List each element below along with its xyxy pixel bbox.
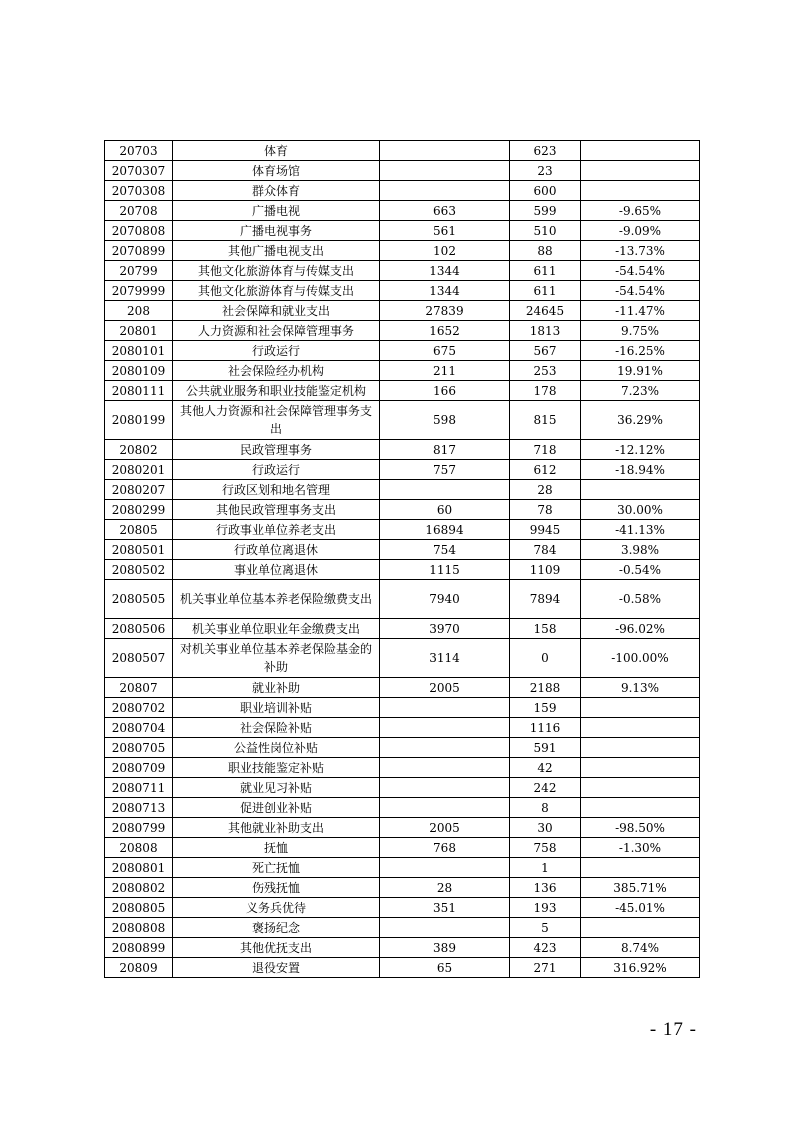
subject-name-cell: 行政事业单位养老支出: [173, 520, 380, 540]
subject-code-cell: 2080704: [105, 718, 173, 738]
subject-name-cell: 行政运行: [173, 341, 380, 361]
subject-name-cell: 体育: [173, 141, 380, 161]
table-row: [105, 201, 700, 221]
amount-b-cell: 271: [510, 958, 581, 978]
amount-b-cell: 758: [510, 838, 581, 858]
amount-b-cell: 30: [510, 818, 581, 838]
amount-a-cell: 1115: [380, 560, 510, 580]
amount-a-cell: [380, 798, 510, 818]
amount-b-cell: 423: [510, 938, 581, 958]
table-row: [105, 361, 700, 381]
subject-name-cell: 义务兵优待: [173, 898, 380, 918]
subject-code-cell: 2080899: [105, 938, 173, 958]
table-row: [105, 818, 700, 838]
subject-name-cell: 人力资源和社会保障管理事务: [173, 321, 380, 341]
change-rate-cell: 9.75%: [581, 321, 700, 341]
change-rate-cell: [581, 181, 700, 201]
change-rate-cell: -54.54%: [581, 281, 700, 301]
amount-a-cell: 166: [380, 381, 510, 401]
table-row: [105, 718, 700, 738]
amount-a-cell: 65: [380, 958, 510, 978]
table-row: [105, 619, 700, 639]
table-row: [105, 838, 700, 858]
amount-a-cell: [380, 718, 510, 738]
amount-b-cell: 600: [510, 181, 581, 201]
amount-b-cell: 9945: [510, 520, 581, 540]
subject-name-cell: 其他人力资源和社会保障管理事务支出: [173, 401, 380, 440]
subject-name-cell: 促进创业补贴: [173, 798, 380, 818]
table-row: [105, 460, 700, 480]
subject-code-cell: 20808: [105, 838, 173, 858]
change-rate-cell: [581, 918, 700, 938]
amount-a-cell: 2005: [380, 678, 510, 698]
amount-b-cell: 88: [510, 241, 581, 261]
change-rate-cell: -41.13%: [581, 520, 700, 540]
amount-b-cell: 611: [510, 281, 581, 301]
subject-code-cell: 2080101: [105, 341, 173, 361]
amount-b-cell: 623: [510, 141, 581, 161]
subject-code-cell: 2070307: [105, 161, 173, 181]
amount-b-cell: 611: [510, 261, 581, 281]
change-rate-cell: [581, 758, 700, 778]
change-rate-cell: 3.98%: [581, 540, 700, 560]
subject-name-cell: 广播电视事务: [173, 221, 380, 241]
table-row: [105, 241, 700, 261]
table-row: [105, 918, 700, 938]
subject-code-cell: 2080702: [105, 698, 173, 718]
subject-name-cell: 民政管理事务: [173, 440, 380, 460]
amount-b-cell: 815: [510, 401, 581, 440]
amount-a-cell: 102: [380, 241, 510, 261]
amount-a-cell: 7940: [380, 580, 510, 619]
subject-name-cell: 职业培训补贴: [173, 698, 380, 718]
amount-a-cell: 598: [380, 401, 510, 440]
amount-a-cell: [380, 778, 510, 798]
subject-name-cell: 死亡抚恤: [173, 858, 380, 878]
change-rate-cell: -0.54%: [581, 560, 700, 580]
subject-code-cell: 2080201: [105, 460, 173, 480]
subject-code-cell: 2080207: [105, 480, 173, 500]
amount-a-cell: 28: [380, 878, 510, 898]
subject-code-cell: 20807: [105, 678, 173, 698]
subject-code-cell: 2080507: [105, 639, 173, 678]
amount-a-cell: [380, 181, 510, 201]
subject-code-cell: 20805: [105, 520, 173, 540]
subject-name-cell: 公益性岗位补贴: [173, 738, 380, 758]
amount-a-cell: [380, 161, 510, 181]
amount-a-cell: 754: [380, 540, 510, 560]
table-row: [105, 758, 700, 778]
table-row: [105, 958, 700, 978]
subject-name-cell: 褒扬纪念: [173, 918, 380, 938]
amount-b-cell: 510: [510, 221, 581, 241]
change-rate-cell: 30.00%: [581, 500, 700, 520]
table-row: [105, 798, 700, 818]
table-row: [105, 639, 700, 678]
change-rate-cell: [581, 778, 700, 798]
table-row: [105, 878, 700, 898]
table-row: [105, 261, 700, 281]
subject-name-cell: 就业补助: [173, 678, 380, 698]
change-rate-cell: [581, 698, 700, 718]
subject-code-cell: 2080711: [105, 778, 173, 798]
subject-name-cell: 伤残抚恤: [173, 878, 380, 898]
amount-a-cell: 1652: [380, 321, 510, 341]
change-rate-cell: [581, 718, 700, 738]
table-row: [105, 141, 700, 161]
amount-b-cell: 5: [510, 918, 581, 938]
amount-a-cell: [380, 738, 510, 758]
subject-code-cell: 2080802: [105, 878, 173, 898]
table-row: [105, 898, 700, 918]
change-rate-cell: [581, 480, 700, 500]
amount-b-cell: 718: [510, 440, 581, 460]
change-rate-cell: -54.54%: [581, 261, 700, 281]
amount-b-cell: 0: [510, 639, 581, 678]
amount-b-cell: 8: [510, 798, 581, 818]
table-row: [105, 858, 700, 878]
amount-a-cell: 60: [380, 500, 510, 520]
page-number: - 17 -: [649, 1019, 697, 1040]
subject-code-cell: 20708: [105, 201, 173, 221]
change-rate-cell: 385.71%: [581, 878, 700, 898]
subject-name-cell: 其他文化旅游体育与传媒支出: [173, 281, 380, 301]
table-row: [105, 301, 700, 321]
table-row: [105, 480, 700, 500]
subject-code-cell: 2080801: [105, 858, 173, 878]
change-rate-cell: [581, 858, 700, 878]
amount-a-cell: 389: [380, 938, 510, 958]
subject-name-cell: 其他就业补助支出: [173, 818, 380, 838]
change-rate-cell: -16.25%: [581, 341, 700, 361]
amount-b-cell: 599: [510, 201, 581, 221]
table-row: [105, 161, 700, 181]
subject-name-cell: 社会保障和就业支出: [173, 301, 380, 321]
table-row: [105, 281, 700, 301]
subject-name-cell: 其他优抚支出: [173, 938, 380, 958]
table-row: [105, 678, 700, 698]
budget-table: [104, 140, 700, 978]
change-rate-cell: [581, 738, 700, 758]
change-rate-cell: -11.47%: [581, 301, 700, 321]
subject-code-cell: 2080506: [105, 619, 173, 639]
amount-a-cell: [380, 858, 510, 878]
amount-a-cell: [380, 758, 510, 778]
amount-b-cell: 567: [510, 341, 581, 361]
change-rate-cell: [581, 798, 700, 818]
table-row: [105, 698, 700, 718]
table-row: [105, 938, 700, 958]
subject-name-cell: 体育场馆: [173, 161, 380, 181]
subject-name-cell: 抚恤: [173, 838, 380, 858]
subject-code-cell: 2080501: [105, 540, 173, 560]
amount-a-cell: 768: [380, 838, 510, 858]
table-row: [105, 321, 700, 341]
subject-code-cell: 20809: [105, 958, 173, 978]
subject-code-cell: 2070808: [105, 221, 173, 241]
amount-a-cell: 817: [380, 440, 510, 460]
amount-a-cell: 757: [380, 460, 510, 480]
subject-code-cell: 2080808: [105, 918, 173, 938]
table-row: [105, 181, 700, 201]
subject-code-cell: 2080709: [105, 758, 173, 778]
amount-b-cell: 193: [510, 898, 581, 918]
amount-a-cell: [380, 918, 510, 938]
amount-b-cell: 1109: [510, 560, 581, 580]
subject-code-cell: 2079999: [105, 281, 173, 301]
subject-name-cell: 机关事业单位职业年金缴费支出: [173, 619, 380, 639]
change-rate-cell: 9.13%: [581, 678, 700, 698]
subject-code-cell: 2080799: [105, 818, 173, 838]
amount-b-cell: 23: [510, 161, 581, 181]
subject-name-cell: 社会保险经办机构: [173, 361, 380, 381]
amount-b-cell: 7894: [510, 580, 581, 619]
amount-a-cell: 3970: [380, 619, 510, 639]
amount-b-cell: 24645: [510, 301, 581, 321]
subject-name-cell: 其他文化旅游体育与传媒支出: [173, 261, 380, 281]
amount-a-cell: 211: [380, 361, 510, 381]
table-row: [105, 440, 700, 460]
table-row: [105, 540, 700, 560]
table-row: [105, 520, 700, 540]
table-row: [105, 341, 700, 361]
change-rate-cell: -1.30%: [581, 838, 700, 858]
subject-name-cell: 退役安置: [173, 958, 380, 978]
change-rate-cell: 8.74%: [581, 938, 700, 958]
subject-name-cell: 就业见习补贴: [173, 778, 380, 798]
subject-code-cell: 2080505: [105, 580, 173, 619]
subject-code-cell: 2080805: [105, 898, 173, 918]
subject-name-cell: 其他民政管理事务支出: [173, 500, 380, 520]
subject-name-cell: 其他广播电视支出: [173, 241, 380, 261]
change-rate-cell: -13.73%: [581, 241, 700, 261]
change-rate-cell: -0.58%: [581, 580, 700, 619]
subject-code-cell: 2080299: [105, 500, 173, 520]
table-row: [105, 560, 700, 580]
change-rate-cell: -9.09%: [581, 221, 700, 241]
subject-code-cell: 2080502: [105, 560, 173, 580]
table-row: [105, 738, 700, 758]
amount-b-cell: 2188: [510, 678, 581, 698]
amount-b-cell: 42: [510, 758, 581, 778]
subject-code-cell: 2080199: [105, 401, 173, 440]
subject-name-cell: 职业技能鉴定补贴: [173, 758, 380, 778]
subject-code-cell: 2080109: [105, 361, 173, 381]
amount-b-cell: 1116: [510, 718, 581, 738]
change-rate-cell: -96.02%: [581, 619, 700, 639]
change-rate-cell: -98.50%: [581, 818, 700, 838]
subject-name-cell: 社会保险补贴: [173, 718, 380, 738]
subject-name-cell: 群众体育: [173, 181, 380, 201]
subject-code-cell: 2070899: [105, 241, 173, 261]
amount-a-cell: 2005: [380, 818, 510, 838]
table-row: [105, 221, 700, 241]
change-rate-cell: -9.65%: [581, 201, 700, 221]
subject-code-cell: 20703: [105, 141, 173, 161]
amount-a-cell: 351: [380, 898, 510, 918]
amount-a-cell: 675: [380, 341, 510, 361]
amount-a-cell: 27839: [380, 301, 510, 321]
subject-code-cell: 20802: [105, 440, 173, 460]
subject-code-cell: 20801: [105, 321, 173, 341]
subject-name-cell: 行政单位离退休: [173, 540, 380, 560]
amount-a-cell: 663: [380, 201, 510, 221]
amount-b-cell: 591: [510, 738, 581, 758]
amount-a-cell: 1344: [380, 261, 510, 281]
change-rate-cell: 7.23%: [581, 381, 700, 401]
subject-name-cell: 行政运行: [173, 460, 380, 480]
table-row: [105, 401, 700, 440]
subject-name-cell: 机关事业单位基本养老保险缴费支出: [173, 580, 380, 619]
table-body: [105, 141, 700, 978]
change-rate-cell: 316.92%: [581, 958, 700, 978]
change-rate-cell: [581, 161, 700, 181]
amount-a-cell: 16894: [380, 520, 510, 540]
table-row: [105, 778, 700, 798]
subject-name-cell: 事业单位离退休: [173, 560, 380, 580]
amount-b-cell: 78: [510, 500, 581, 520]
amount-a-cell: [380, 480, 510, 500]
change-rate-cell: -100.00%: [581, 639, 700, 678]
amount-b-cell: 28: [510, 480, 581, 500]
subject-code-cell: 208: [105, 301, 173, 321]
table-row: [105, 580, 700, 619]
subject-name-cell: 广播电视: [173, 201, 380, 221]
change-rate-cell: 36.29%: [581, 401, 700, 440]
amount-b-cell: 612: [510, 460, 581, 480]
amount-a-cell: [380, 141, 510, 161]
subject-name-cell: 公共就业服务和职业技能鉴定机构: [173, 381, 380, 401]
amount-a-cell: 561: [380, 221, 510, 241]
subject-code-cell: 2070308: [105, 181, 173, 201]
amount-a-cell: 1344: [380, 281, 510, 301]
table-row: [105, 500, 700, 520]
amount-b-cell: 178: [510, 381, 581, 401]
amount-b-cell: 242: [510, 778, 581, 798]
amount-b-cell: 1: [510, 858, 581, 878]
subject-code-cell: 2080713: [105, 798, 173, 818]
change-rate-cell: -45.01%: [581, 898, 700, 918]
table-row: [105, 381, 700, 401]
change-rate-cell: -18.94%: [581, 460, 700, 480]
amount-a-cell: 3114: [380, 639, 510, 678]
change-rate-cell: 19.91%: [581, 361, 700, 381]
subject-code-cell: 20799: [105, 261, 173, 281]
amount-b-cell: 253: [510, 361, 581, 381]
subject-name-cell: 行政区划和地名管理: [173, 480, 380, 500]
subject-name-cell: 对机关事业单位基本养老保险基金的补助: [173, 639, 380, 678]
change-rate-cell: -12.12%: [581, 440, 700, 460]
amount-b-cell: 784: [510, 540, 581, 560]
amount-a-cell: [380, 698, 510, 718]
change-rate-cell: [581, 141, 700, 161]
amount-b-cell: 1813: [510, 321, 581, 341]
subject-code-cell: 2080705: [105, 738, 173, 758]
amount-b-cell: 158: [510, 619, 581, 639]
amount-b-cell: 136: [510, 878, 581, 898]
subject-code-cell: 2080111: [105, 381, 173, 401]
amount-b-cell: 159: [510, 698, 581, 718]
